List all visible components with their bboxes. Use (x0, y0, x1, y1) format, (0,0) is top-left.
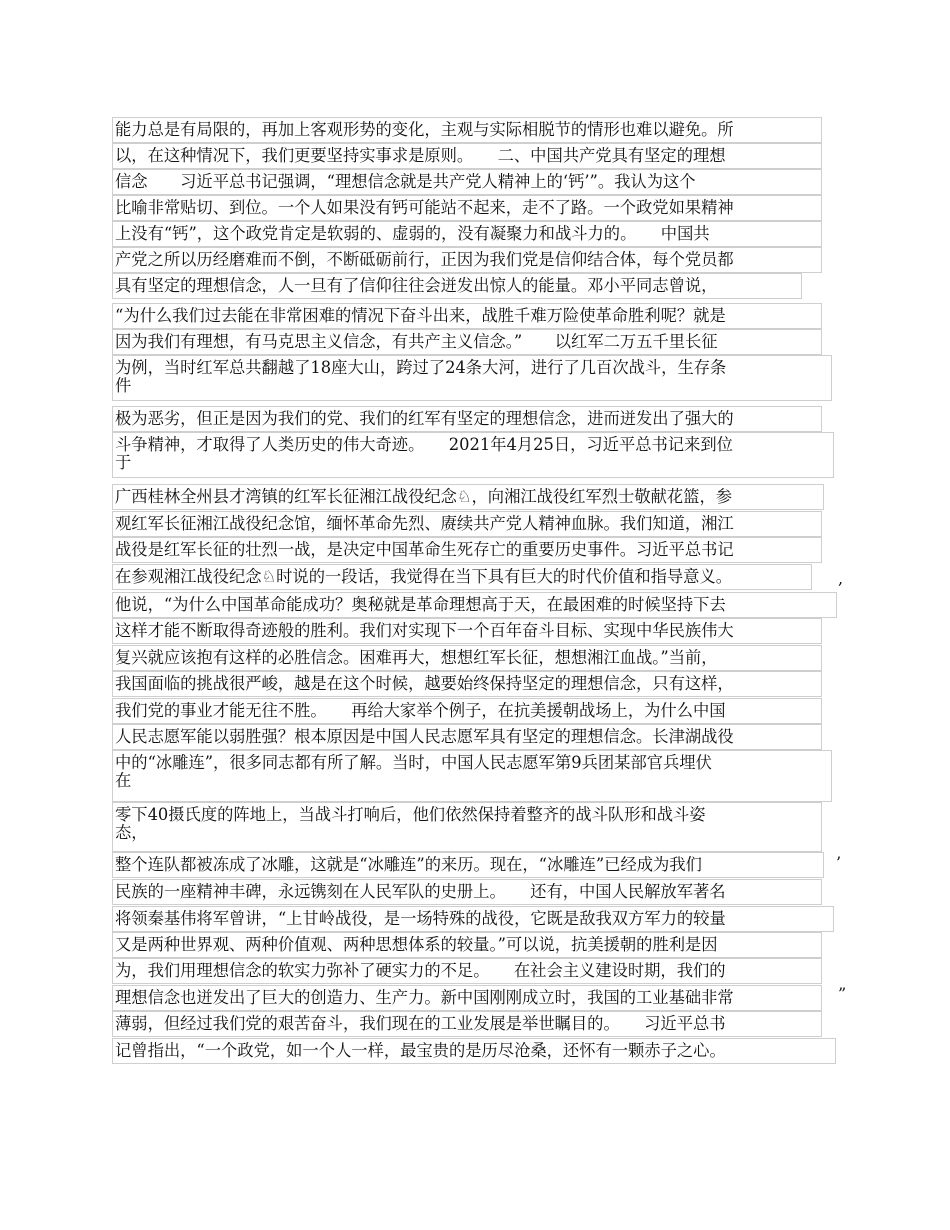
text-line-14: 观红军长征湘江战役纪念馆，缅怀革命先烈、赓续共产党人精神血脉。我们知道，湘江 (112, 511, 822, 537)
text-line-29: 为，我们用理想信念的软实力弥补了硬实力的不足。 在社会主义建设时期，我们的 (112, 958, 822, 984)
text-line-5: 上没有“钙”，这个政党肯定是软弱的、虚弱的，没有凝聚力和战斗力的。 中国共 (112, 221, 822, 247)
text-line-20: 我国面临的挑战很严峻，越是在这个时候，越要始终保持坚定的理想信念，只有这样， (112, 671, 822, 697)
text-line-25: 整个连队都被冻成了冰雕，这就是“冰雕连”的来历。现在，“冰雕连”已经成为我们 (112, 852, 824, 878)
text-line-12: 斗争精神，才取得了人类历史的伟大奇迹。 2021年4月25日，习近平总书记来到位 于 (112, 432, 834, 478)
text-line-30: 理想信念也迸发出了巨大的创造力、生产力。新中国刚刚成立时，我国的工业基础非常 (112, 985, 822, 1011)
text-line-17: 他说，“为什么中国革命能成功？奥秘就是革命理想高于天，在最困难的时候坚持下去 (112, 592, 837, 618)
text-line-31: 薄弱，但经过我们党的艰苦奋斗，我们现在的工业发展是举世瞩目的。 习近平总书 (112, 1011, 822, 1037)
text-line-19: 复兴就应该抱有这样的必胜信念。困难再大，想想红军长征，想想湘江血战。”当前， (112, 645, 822, 671)
text-line-32: 记曾指出，“一个政党，如一个人一样，最宝贵的是历尽沧桑，还怀有一颗赤子之心。 (112, 1038, 836, 1064)
text-line-28: 又是两种世界观、两种价值观、两种思想体系的较量。”可以说，抗美援朝的胜利是因 (112, 932, 822, 958)
text-line-10: 为例，当时红军总共翻越了18座大山，跨过了24条大河，进行了几百次战斗，生存条 件 (112, 355, 832, 401)
text-line-18: 这样才能不断取得奇迹般的胜利。我们对实现下一个百年奋斗目标、实现中华民族伟大 (112, 618, 822, 644)
text-line-3: 信念 习近平总书记强调，“理想信念就是共产党人精神上的‘钙’”。我认为这个 (112, 169, 822, 195)
text-line-6: 产党之所以历经磨难而不倒，不断砥砺前行，正因为我们党是信仰结合体，每个党员都 (112, 247, 822, 273)
text-line-8: “为什么我们过去能在非常困难的情况下奋斗出来，战胜千难万险使革命胜利呢？就是 (112, 303, 822, 329)
text-line-16: 在参观湘江战役纪念♘时说的一段话，我觉得在当下具有巨大的时代价值和指导意义。 (112, 564, 812, 590)
text-line-24: 零下40摄氏度的阵地上，当战斗打响后，他们依然保持着整齐的战斗队形和战斗姿 态， (112, 802, 822, 852)
margin-mark-quote-single: ’ (836, 853, 842, 872)
text-line-22: 人民志愿军能以弱胜强？根本原因是中国人民志愿军具有坚定的理想信念。长津湖战役 (112, 724, 822, 750)
margin-mark-comma: , (838, 569, 844, 588)
margin-mark-quote-double: ” (838, 984, 847, 1003)
text-line-2: 以，在这种情况下，我们更要坚持实事求是原则。 二、中国共产党具有坚定的理想 (112, 143, 822, 169)
text-line-27: 将领秦基伟将军曾讲，“上甘岭战役，是一场特殊的战役，它既是敌我双方军力的较量 (112, 906, 834, 932)
text-line-15: 战役是红军长征的壮烈一战，是决定中国革命生死存亡的重要历史事件。习近平总书记 (112, 537, 822, 563)
text-line-7: 具有坚定的理想信念，人一旦有了信仰往往会迸发出惊人的能量。邓小平同志曾说， (112, 273, 802, 299)
text-line-1: 能力总是有局限的，再加上客观形势的变化，主观与实际相脱节的情形也难以避免。所 (112, 117, 822, 143)
text-line-21: 我们党的事业才能无往不胜。 再给大家举个例子，在抗美援朝战场上，为什么中国 (112, 698, 822, 724)
text-line-4: 比喻非常贴切、到位。一个人如果没有钙可能站不起来，走不了路。一个政党如果精神 (112, 195, 822, 221)
text-line-11: 极为恶劣，但正是因为我们的党、我们的红军有坚定的理想信念，进而迸发出了强大的 (112, 406, 822, 432)
text-line-26: 民族的一座精神丰碑，永远镌刻在人民军队的史册上。 还有，中国人民解放军著名 (112, 879, 822, 905)
text-line-13: 广西桂林全州县才湾镇的红军长征湘江战役纪念♘，向湘江战役红军烈士敬献花篮，参 (112, 484, 824, 510)
text-line-23: 中的“冰雕连”，很多同志都有所了解。当时，中国人民志愿军第9兵团某部官兵埋伏 在 (112, 750, 832, 802)
text-line-9: 因为我们有理想，有马克思主义信念，有共产主义信念。” 以红军二万五千里长征 (112, 329, 822, 355)
